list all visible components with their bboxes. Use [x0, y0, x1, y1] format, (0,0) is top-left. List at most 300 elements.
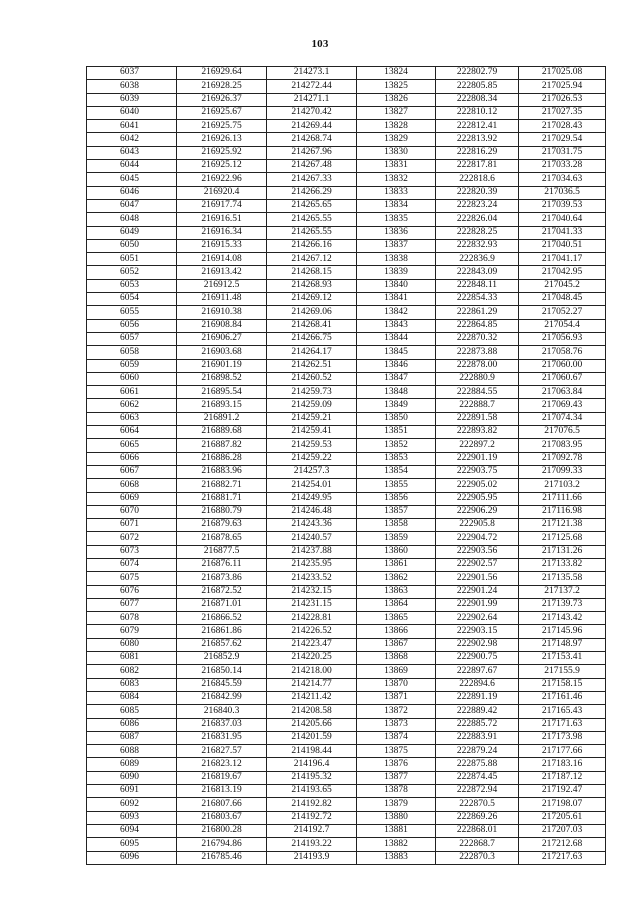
- cell-point-id-left: 6093: [87, 811, 177, 824]
- cell-y-right: 217205.61: [519, 811, 606, 824]
- cell-point-id-right: 13845: [357, 346, 436, 359]
- cell-y-right: 217158.15: [519, 678, 606, 691]
- cell-y-left: 214267.12: [267, 253, 357, 266]
- cell-y-right: 217212.68: [519, 838, 606, 851]
- cell-y-right: 217139.73: [519, 598, 606, 611]
- cell-y-right: 217137.2: [519, 585, 606, 598]
- cell-point-id-left: 6082: [87, 665, 177, 678]
- cell-point-id-left: 6086: [87, 718, 177, 731]
- cell-point-id-right: 13850: [357, 412, 436, 425]
- cell-x-right: 222868.01: [436, 824, 519, 837]
- cell-y-right: 217171.63: [519, 718, 606, 731]
- cell-x-left: 216876.11: [177, 558, 267, 571]
- cell-x-right: 222808.34: [436, 93, 519, 106]
- coordinates-table: [86, 66, 606, 865]
- cell-y-right: 217027.35: [519, 106, 606, 119]
- cell-y-left: 214193.9: [267, 851, 357, 864]
- cell-x-left: 216925.75: [177, 120, 267, 133]
- cell-point-id-left: 6067: [87, 465, 177, 478]
- table-row: [87, 452, 606, 465]
- cell-x-left: 216889.68: [177, 426, 267, 439]
- cell-y-left: 214259.09: [267, 399, 357, 412]
- cell-point-id-left: 6039: [87, 93, 177, 106]
- cell-y-right: 217025.08: [519, 67, 606, 80]
- cell-x-left: 216915.33: [177, 239, 267, 252]
- cell-y-left: 214201.59: [267, 731, 357, 744]
- cell-point-id-right: 13833: [357, 186, 436, 199]
- cell-point-id-right: 13843: [357, 319, 436, 332]
- cell-y-right: 217153.41: [519, 652, 606, 665]
- cell-x-right: 222869.26: [436, 811, 519, 824]
- cell-x-right: 222891.58: [436, 412, 519, 425]
- cell-x-right: 222885.72: [436, 718, 519, 731]
- cell-y-left: 214259.53: [267, 439, 357, 452]
- table-row: [87, 652, 606, 665]
- cell-point-id-left: 6048: [87, 213, 177, 226]
- cell-y-left: 214259.41: [267, 426, 357, 439]
- cell-point-id-left: 6096: [87, 851, 177, 864]
- cell-y-left: 214192.72: [267, 811, 357, 824]
- cell-x-left: 216901.19: [177, 359, 267, 372]
- cell-x-right: 222906.29: [436, 505, 519, 518]
- table-row: [87, 798, 606, 811]
- cell-y-left: 214226.52: [267, 625, 357, 638]
- cell-y-left: 214267.96: [267, 146, 357, 159]
- cell-y-right: 217028.43: [519, 120, 606, 133]
- cell-point-id-left: 6042: [87, 133, 177, 146]
- cell-y-right: 217034.63: [519, 173, 606, 186]
- cell-point-id-left: 6050: [87, 239, 177, 252]
- cell-x-left: 216882.71: [177, 479, 267, 492]
- cell-y-right: 217198.07: [519, 798, 606, 811]
- cell-y-left: 214233.52: [267, 572, 357, 585]
- cell-point-id-left: 6051: [87, 253, 177, 266]
- cell-x-right: 222820.39: [436, 186, 519, 199]
- table-row: [87, 545, 606, 558]
- cell-point-id-left: 6037: [87, 67, 177, 80]
- cell-y-left: 214243.36: [267, 519, 357, 532]
- table-row: [87, 612, 606, 625]
- cell-x-left: 216872.52: [177, 585, 267, 598]
- cell-point-id-left: 6046: [87, 186, 177, 199]
- cell-y-right: 217069.43: [519, 399, 606, 412]
- cell-y-right: 217054.4: [519, 319, 606, 332]
- cell-point-id-right: 13842: [357, 306, 436, 319]
- cell-y-left: 214272.44: [267, 80, 357, 93]
- cell-point-id-right: 13846: [357, 359, 436, 372]
- table-row: [87, 346, 606, 359]
- table-row: [87, 306, 606, 319]
- cell-x-right: 222836.9: [436, 253, 519, 266]
- cell-x-left: 216837.03: [177, 718, 267, 731]
- cell-y-right: 217058.76: [519, 346, 606, 359]
- cell-x-right: 222902.98: [436, 638, 519, 651]
- table-row: [87, 266, 606, 279]
- cell-point-id-right: 13860: [357, 545, 436, 558]
- cell-y-right: 217060.67: [519, 372, 606, 385]
- table-row: [87, 758, 606, 771]
- cell-point-id-left: 6090: [87, 771, 177, 784]
- cell-x-left: 216914.08: [177, 253, 267, 266]
- cell-y-left: 214259.21: [267, 412, 357, 425]
- cell-y-right: 217111.66: [519, 492, 606, 505]
- cell-y-left: 214240.57: [267, 532, 357, 545]
- cell-x-right: 222875.88: [436, 758, 519, 771]
- cell-point-id-left: 6052: [87, 266, 177, 279]
- cell-y-left: 214262.51: [267, 359, 357, 372]
- cell-point-id-right: 13825: [357, 80, 436, 93]
- cell-point-id-left: 6085: [87, 705, 177, 718]
- cell-point-id-left: 6066: [87, 452, 177, 465]
- cell-x-left: 216912.5: [177, 279, 267, 292]
- cell-point-id-right: 13873: [357, 718, 436, 731]
- cell-y-left: 214246.48: [267, 505, 357, 518]
- cell-point-id-right: 13875: [357, 745, 436, 758]
- cell-y-right: 217041.33: [519, 226, 606, 239]
- cell-x-right: 222903.56: [436, 545, 519, 558]
- cell-x-right: 222843.09: [436, 266, 519, 279]
- cell-y-right: 217099.33: [519, 465, 606, 478]
- cell-point-id-left: 6072: [87, 532, 177, 545]
- cell-y-left: 214259.73: [267, 386, 357, 399]
- table-row: [87, 412, 606, 425]
- table-row: [87, 505, 606, 518]
- cell-x-left: 216800.28: [177, 824, 267, 837]
- cell-point-id-right: 13841: [357, 293, 436, 306]
- cell-x-right: 222897.2: [436, 439, 519, 452]
- cell-point-id-left: 6065: [87, 439, 177, 452]
- cell-point-id-right: 13869: [357, 665, 436, 678]
- cell-y-right: 217116.98: [519, 505, 606, 518]
- cell-x-right: 222828.25: [436, 226, 519, 239]
- cell-y-right: 217040.64: [519, 213, 606, 226]
- cell-point-id-left: 6092: [87, 798, 177, 811]
- cell-point-id-left: 6081: [87, 652, 177, 665]
- cell-y-left: 214220.25: [267, 652, 357, 665]
- cell-y-left: 214265.65: [267, 199, 357, 212]
- cell-x-left: 216823.12: [177, 758, 267, 771]
- table-row: [87, 479, 606, 492]
- cell-point-id-right: 13830: [357, 146, 436, 159]
- cell-point-id-right: 13871: [357, 691, 436, 704]
- cell-y-left: 214266.75: [267, 332, 357, 345]
- cell-y-right: 217092.78: [519, 452, 606, 465]
- table-row: [87, 785, 606, 798]
- cell-point-id-left: 6091: [87, 785, 177, 798]
- cell-y-right: 217076.5: [519, 426, 606, 439]
- cell-x-right: 222817.81: [436, 160, 519, 173]
- cell-point-id-left: 6076: [87, 585, 177, 598]
- cell-point-id-left: 6089: [87, 758, 177, 771]
- cell-y-right: 217048.45: [519, 293, 606, 306]
- cell-x-left: 216831.95: [177, 731, 267, 744]
- cell-x-right: 222901.19: [436, 452, 519, 465]
- cell-x-right: 222864.85: [436, 319, 519, 332]
- cell-y-right: 217145.96: [519, 625, 606, 638]
- cell-point-id-left: 6083: [87, 678, 177, 691]
- table-row: [87, 146, 606, 159]
- cell-point-id-left: 6064: [87, 426, 177, 439]
- cell-x-right: 222879.24: [436, 745, 519, 758]
- cell-point-id-right: 13837: [357, 239, 436, 252]
- cell-y-left: 214214.77: [267, 678, 357, 691]
- table-row: [87, 399, 606, 412]
- cell-point-id-left: 6044: [87, 160, 177, 173]
- cell-point-id-left: 6073: [87, 545, 177, 558]
- cell-y-left: 214235.95: [267, 558, 357, 571]
- cell-point-id-right: 13828: [357, 120, 436, 133]
- cell-y-right: 217103.2: [519, 479, 606, 492]
- cell-point-id-left: 6080: [87, 638, 177, 651]
- cell-x-left: 216794.86: [177, 838, 267, 851]
- cell-y-right: 217155.9: [519, 665, 606, 678]
- cell-x-left: 216861.86: [177, 625, 267, 638]
- table-row: [87, 678, 606, 691]
- cell-point-id-right: 13832: [357, 173, 436, 186]
- cell-x-right: 222884.55: [436, 386, 519, 399]
- cell-y-right: 217177.66: [519, 745, 606, 758]
- table-row: [87, 386, 606, 399]
- cell-x-left: 216916.51: [177, 213, 267, 226]
- cell-y-right: 217183.16: [519, 758, 606, 771]
- cell-x-right: 222883.91: [436, 731, 519, 744]
- cell-y-right: 217060.00: [519, 359, 606, 372]
- cell-point-id-right: 13852: [357, 439, 436, 452]
- cell-point-id-right: 13878: [357, 785, 436, 798]
- cell-point-id-left: 6058: [87, 346, 177, 359]
- cell-x-right: 222873.88: [436, 346, 519, 359]
- cell-point-id-right: 13839: [357, 266, 436, 279]
- cell-point-id-right: 13847: [357, 372, 436, 385]
- cell-x-left: 216881.71: [177, 492, 267, 505]
- cell-y-right: 217031.75: [519, 146, 606, 159]
- table-row: [87, 838, 606, 851]
- cell-point-id-left: 6061: [87, 386, 177, 399]
- cell-y-right: 217207.03: [519, 824, 606, 837]
- cell-y-left: 214223.47: [267, 638, 357, 651]
- table-row: [87, 811, 606, 824]
- cell-point-id-left: 6049: [87, 226, 177, 239]
- cell-point-id-right: 13870: [357, 678, 436, 691]
- cell-x-left: 216929.64: [177, 67, 267, 80]
- cell-x-right: 222812.41: [436, 120, 519, 133]
- cell-x-right: 222832.93: [436, 239, 519, 252]
- table-row: [87, 691, 606, 704]
- table-row: [87, 665, 606, 678]
- cell-y-right: 217161.46: [519, 691, 606, 704]
- cell-x-left: 216913.42: [177, 266, 267, 279]
- cell-point-id-right: 13838: [357, 253, 436, 266]
- cell-y-left: 214269.44: [267, 120, 357, 133]
- cell-x-right: 222861.29: [436, 306, 519, 319]
- cell-y-left: 214257.3: [267, 465, 357, 478]
- table-row: [87, 120, 606, 133]
- cell-y-right: 217033.28: [519, 160, 606, 173]
- table-row: [87, 332, 606, 345]
- cell-x-right: 222802.79: [436, 67, 519, 80]
- table-row: [87, 372, 606, 385]
- cell-y-left: 214268.93: [267, 279, 357, 292]
- cell-x-right: 222818.6: [436, 173, 519, 186]
- cell-y-left: 214271.1: [267, 93, 357, 106]
- table-row: [87, 439, 606, 452]
- cell-point-id-right: 13854: [357, 465, 436, 478]
- cell-x-left: 216877.5: [177, 545, 267, 558]
- cell-point-id-left: 6038: [87, 80, 177, 93]
- table-row: [87, 133, 606, 146]
- cell-point-id-right: 13867: [357, 638, 436, 651]
- cell-point-id-left: 6063: [87, 412, 177, 425]
- table-row: [87, 239, 606, 252]
- cell-point-id-left: 6078: [87, 612, 177, 625]
- cell-point-id-left: 6045: [87, 173, 177, 186]
- cell-y-left: 214211.42: [267, 691, 357, 704]
- cell-y-left: 214192.82: [267, 798, 357, 811]
- cell-point-id-left: 6041: [87, 120, 177, 133]
- cell-x-right: 222905.02: [436, 479, 519, 492]
- cell-x-left: 216819.67: [177, 771, 267, 784]
- cell-y-left: 214266.29: [267, 186, 357, 199]
- cell-y-right: 217131.26: [519, 545, 606, 558]
- cell-x-left: 216926.37: [177, 93, 267, 106]
- cell-x-left: 216925.12: [177, 160, 267, 173]
- cell-point-id-right: 13853: [357, 452, 436, 465]
- cell-y-left: 214198.44: [267, 745, 357, 758]
- cell-x-left: 216852.9: [177, 652, 267, 665]
- cell-x-left: 216840.3: [177, 705, 267, 718]
- cell-point-id-right: 13827: [357, 106, 436, 119]
- table-row: [87, 532, 606, 545]
- cell-point-id-left: 6055: [87, 306, 177, 319]
- cell-y-left: 214208.58: [267, 705, 357, 718]
- table-row: [87, 465, 606, 478]
- cell-x-left: 216886.28: [177, 452, 267, 465]
- cell-point-id-right: 13862: [357, 572, 436, 585]
- cell-point-id-left: 6070: [87, 505, 177, 518]
- cell-x-right: 222901.24: [436, 585, 519, 598]
- cell-x-right: 222880.9: [436, 372, 519, 385]
- cell-y-left: 214237.88: [267, 545, 357, 558]
- cell-y-left: 214259.22: [267, 452, 357, 465]
- cell-x-right: 222901.99: [436, 598, 519, 611]
- cell-point-id-right: 13883: [357, 851, 436, 864]
- table-row: [87, 160, 606, 173]
- cell-point-id-left: 6040: [87, 106, 177, 119]
- cell-x-right: 222813.92: [436, 133, 519, 146]
- cell-x-right: 222816.29: [436, 146, 519, 159]
- cell-y-left: 214267.33: [267, 173, 357, 186]
- cell-point-id-right: 13881: [357, 824, 436, 837]
- cell-y-right: 217036.5: [519, 186, 606, 199]
- table-row: [87, 93, 606, 106]
- table-row: [87, 824, 606, 837]
- cell-x-right: 222891.19: [436, 691, 519, 704]
- cell-point-id-left: 6056: [87, 319, 177, 332]
- cell-y-left: 214266.16: [267, 239, 357, 252]
- cell-point-id-left: 6079: [87, 625, 177, 638]
- cell-point-id-right: 13861: [357, 558, 436, 571]
- cell-point-id-left: 6095: [87, 838, 177, 851]
- cell-y-right: 217063.84: [519, 386, 606, 399]
- table-row: [87, 213, 606, 226]
- cell-y-left: 214265.55: [267, 213, 357, 226]
- table-row: [87, 80, 606, 93]
- cell-x-left: 216925.67: [177, 106, 267, 119]
- table-row: [87, 718, 606, 731]
- cell-y-right: 217029.54: [519, 133, 606, 146]
- cell-x-left: 216891.2: [177, 412, 267, 425]
- table-row: [87, 173, 606, 186]
- cell-x-right: 222889.42: [436, 705, 519, 718]
- cell-point-id-right: 13864: [357, 598, 436, 611]
- table-row: [87, 705, 606, 718]
- table-row: [87, 279, 606, 292]
- cell-point-id-left: 6068: [87, 479, 177, 492]
- cell-point-id-right: 13880: [357, 811, 436, 824]
- cell-point-id-left: 6084: [87, 691, 177, 704]
- cell-x-right: 222870.32: [436, 332, 519, 345]
- cell-x-right: 222894.6: [436, 678, 519, 691]
- cell-x-right: 222903.15: [436, 625, 519, 638]
- cell-y-left: 214268.74: [267, 133, 357, 146]
- cell-point-id-left: 6075: [87, 572, 177, 585]
- cell-point-id-right: 13834: [357, 199, 436, 212]
- cell-x-left: 216926.13: [177, 133, 267, 146]
- cell-point-id-right: 13851: [357, 426, 436, 439]
- cell-y-right: 217187.12: [519, 771, 606, 784]
- cell-x-left: 216850.14: [177, 665, 267, 678]
- cell-x-right: 222878.00: [436, 359, 519, 372]
- cell-x-left: 216910.38: [177, 306, 267, 319]
- cell-point-id-right: 13877: [357, 771, 436, 784]
- cell-point-id-right: 13831: [357, 160, 436, 173]
- cell-x-left: 216827.57: [177, 745, 267, 758]
- cell-y-right: 217039.53: [519, 199, 606, 212]
- table-body: [87, 67, 606, 865]
- cell-y-left: 214268.41: [267, 319, 357, 332]
- cell-point-id-right: 13857: [357, 505, 436, 518]
- cell-x-left: 216807.66: [177, 798, 267, 811]
- cell-x-right: 222872.94: [436, 785, 519, 798]
- cell-y-right: 217056.93: [519, 332, 606, 345]
- cell-y-left: 214269.12: [267, 293, 357, 306]
- cell-y-right: 217083.95: [519, 439, 606, 452]
- cell-x-left: 216893.15: [177, 399, 267, 412]
- cell-y-right: 217052.27: [519, 306, 606, 319]
- cell-x-right: 222826.04: [436, 213, 519, 226]
- cell-x-right: 222893.82: [436, 426, 519, 439]
- cell-point-id-right: 13859: [357, 532, 436, 545]
- cell-point-id-left: 6047: [87, 199, 177, 212]
- cell-x-right: 222902.64: [436, 612, 519, 625]
- cell-y-left: 214195.32: [267, 771, 357, 784]
- cell-point-id-left: 6057: [87, 332, 177, 345]
- cell-x-right: 222903.75: [436, 465, 519, 478]
- cell-y-left: 214205.66: [267, 718, 357, 731]
- cell-x-left: 216917.74: [177, 199, 267, 212]
- cell-x-left: 216879.63: [177, 519, 267, 532]
- cell-point-id-left: 6071: [87, 519, 177, 532]
- table-row: [87, 319, 606, 332]
- cell-point-id-right: 13848: [357, 386, 436, 399]
- cell-y-right: 217217.63: [519, 851, 606, 864]
- table-row: [87, 359, 606, 372]
- cell-point-id-right: 13855: [357, 479, 436, 492]
- table-row: [87, 293, 606, 306]
- table-row: [87, 625, 606, 638]
- table-row: [87, 106, 606, 119]
- cell-y-right: 217135.58: [519, 572, 606, 585]
